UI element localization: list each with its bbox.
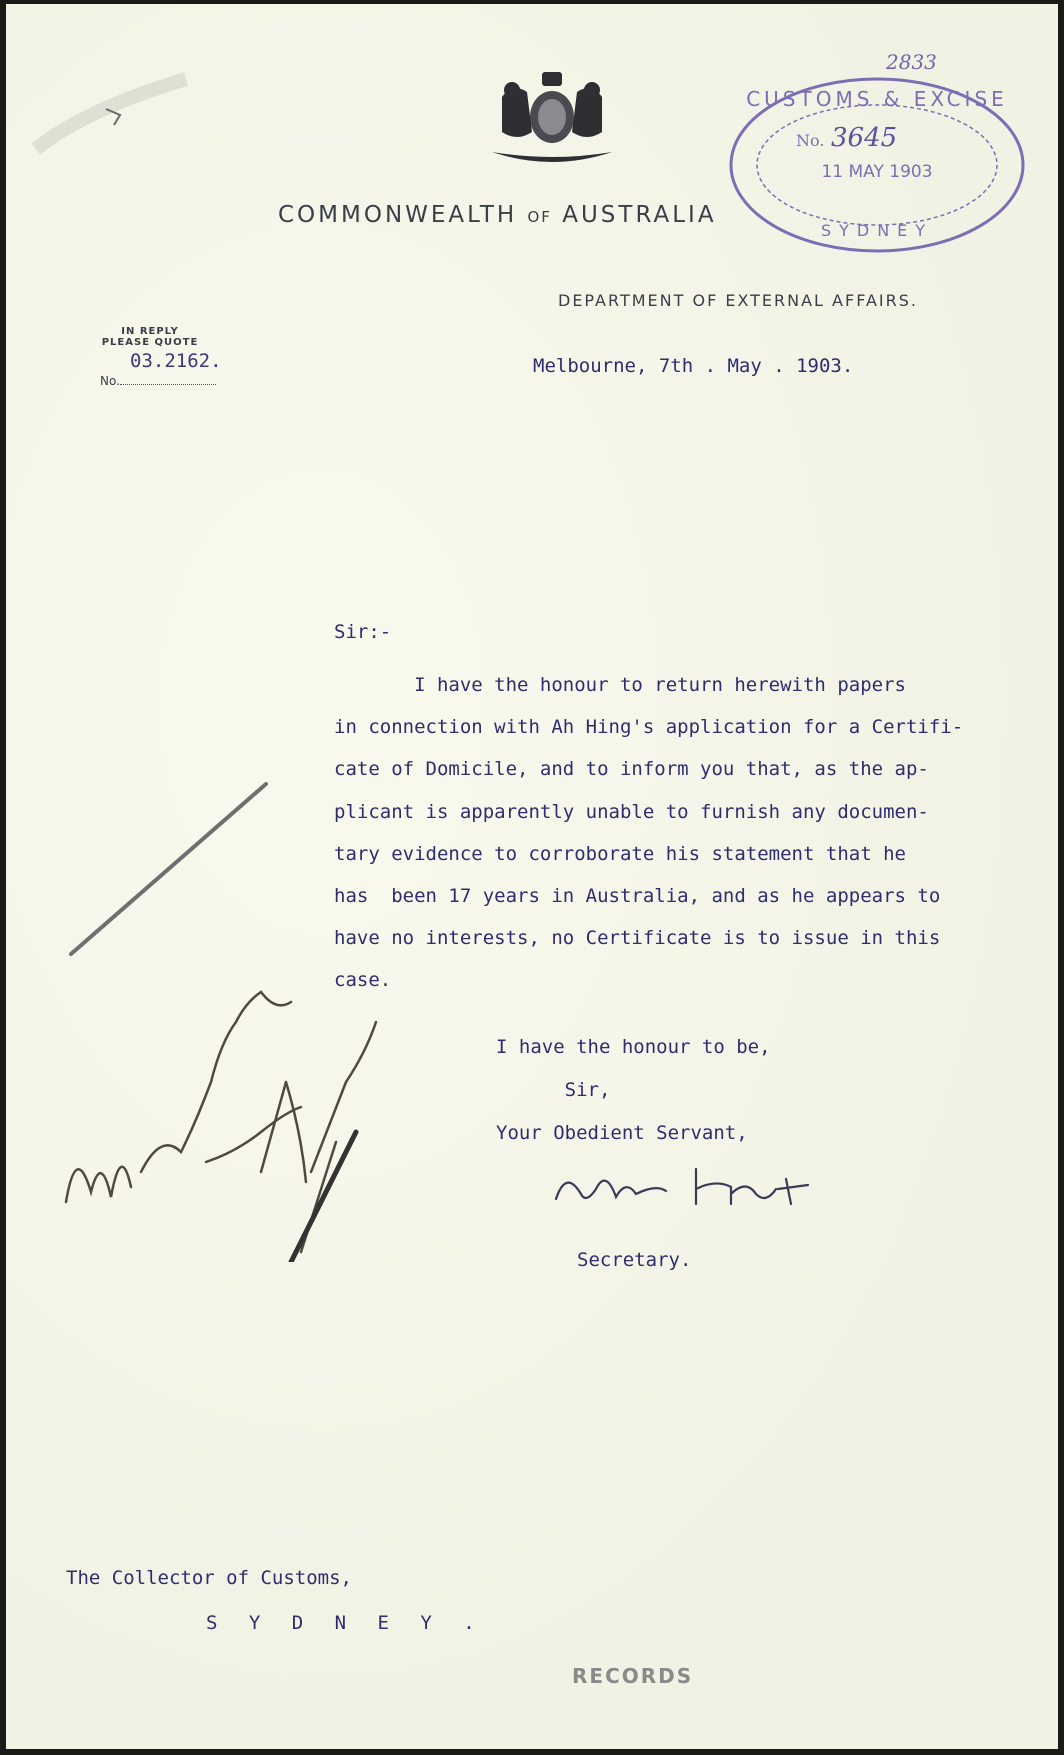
letter-page [6,4,1058,1749]
reply-no-dotted-line [120,384,216,385]
reply-label-line2: PLEASE QUOTE [101,337,199,348]
addressee-block [66,1556,485,1646]
salutation: Sir:- [334,621,392,643]
reply-label-line1: IN REPLY [121,326,179,337]
closing-line: Sir, [496,1079,611,1101]
closing-line: Your Obedient Servant, [496,1122,748,1144]
records-stamp: RECORDS [572,1664,694,1688]
body-line: in connection with Ah Hing's application for a Certifi- [334,716,964,739]
body-line: plicant is apparently unable to furnish any documen- [334,800,929,823]
addressee-line: The Collector of Customs, [66,1567,352,1589]
letter-date: Melbourne, 7th . May . 1903. [533,355,854,377]
body-line: case. [334,969,392,992]
customs-received-stamp [726,74,1028,256]
body-line: cate of Domicile, and to inform you that, as the ap- [334,758,929,781]
secretary-signature [546,1149,886,1229]
letterhead-word-commonwealth: COMMONWEALTH [278,202,518,228]
handwritten-marginal-note [46,962,406,1262]
paper-stain [26,59,206,169]
reply-reference-block [100,326,222,388]
department-name: DEPARTMENT OF EXTERNAL AFFAIRS. [558,291,918,310]
coat-of-arms-emblem [472,62,632,174]
stamp-number: 3645 [831,123,898,153]
stamp-top-text: CUSTOMS & EXCISE [746,87,1008,111]
letterhead-title [278,202,717,228]
letter-closing [496,1026,771,1155]
stamp-number-label: No. [796,131,825,150]
margin-pencil-stroke [66,779,276,959]
body-line: tary evidence to corroborate his statement that he [334,842,906,865]
addressee-city: S Y D N E Y . [206,1612,485,1634]
stamp-reference-number: 2833 [886,50,937,74]
body-line: has been 17 years in Australia, and as he appears to [334,885,941,908]
stamp-bottom-text: SYDNEY [820,221,934,240]
stamp-date: 11 MAY 1903 [821,162,933,182]
letterhead-word-of: OF [527,208,552,226]
reply-reference-number: 03.2162. [130,350,222,372]
signatory-title: Secretary. [577,1249,692,1271]
body-line: have no interests, no Certificate is to issue in this [334,927,941,950]
body-line: I have the honour to return herewith papers [334,674,906,696]
reply-no-label: No. [100,374,120,388]
reply-no-field [100,374,222,388]
letter-body [334,664,1058,1002]
letterhead-word-australia: AUSTRALIA [562,202,717,228]
closing-line: I have the honour to be, [496,1036,771,1058]
